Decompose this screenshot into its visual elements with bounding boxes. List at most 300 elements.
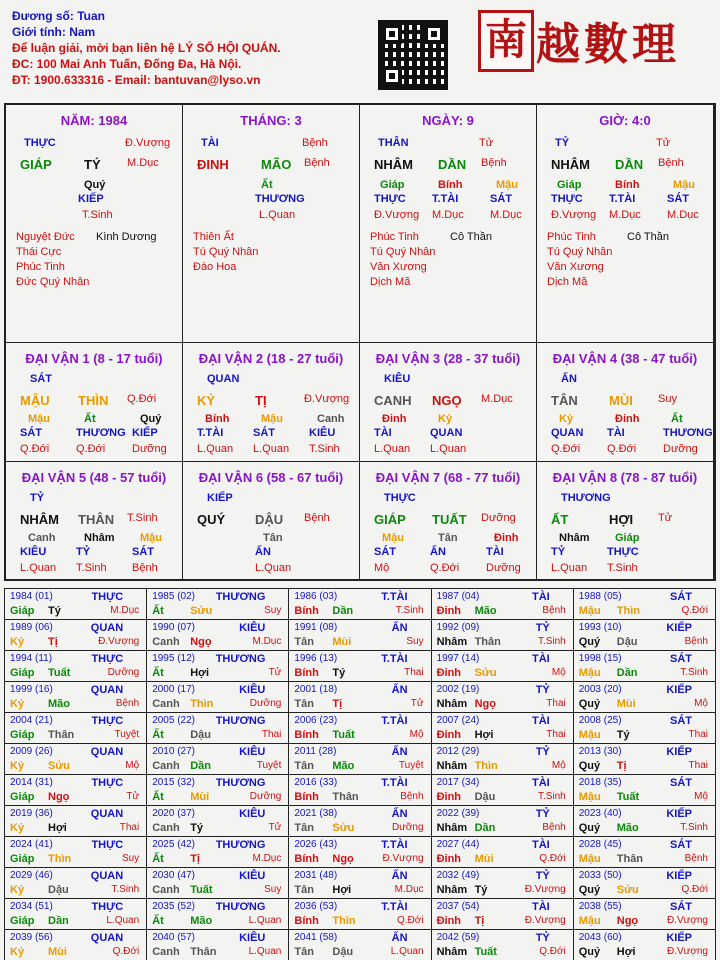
hidden-stem: Bính	[438, 179, 463, 191]
year-stem: Quý	[578, 884, 601, 896]
year-cell[interactable]	[5, 806, 147, 837]
year-branch: Tị	[190, 853, 200, 865]
year-label: 1985 (02)	[152, 591, 195, 602]
year-ten-god: THỰC	[91, 777, 124, 789]
year-stem: Đinh	[436, 605, 462, 617]
year-stem: Nhâm	[436, 884, 468, 896]
year-cell[interactable]	[289, 713, 431, 744]
year-stage: Mộ	[125, 760, 140, 771]
dai-van-stem-god: KIÊU	[384, 373, 411, 385]
hidden-stage: Bệnh	[132, 562, 158, 574]
year-branch: Tý	[474, 884, 488, 896]
year-cell[interactable]	[431, 744, 573, 775]
year-branch: Tý	[190, 822, 204, 834]
pillar-branch-stage: M.Dục	[127, 157, 159, 169]
address-line: ĐC: 100 Mai Anh Tuấn, Đống Đa, Hà Nội.	[12, 57, 242, 71]
hidden-stage: L.Quan	[253, 443, 290, 455]
year-stage: Suy	[406, 636, 424, 647]
dai-van-title: ĐẠI VẬN 7 (68 - 77 tuổi)	[375, 470, 521, 485]
year-stem: Mậu	[578, 729, 601, 741]
year-cell[interactable]	[431, 651, 573, 682]
hidden-god: SÁT	[374, 546, 396, 558]
hidden-stage: Dưỡng	[132, 443, 167, 455]
year-branch: Thìn	[332, 915, 356, 927]
hidden-stem: Canh	[317, 413, 345, 425]
other-star: Cô Thần	[627, 231, 669, 243]
year-ten-god: SÁT	[670, 777, 692, 789]
year-label: 1991 (08)	[294, 622, 338, 633]
dai-van-cell[interactable]	[537, 462, 714, 581]
hidden-stage: Dưỡng	[486, 562, 521, 574]
year-cell[interactable]	[431, 930, 573, 960]
year-branch: Tuất	[48, 667, 71, 679]
hidden-stem: Mậu	[28, 413, 50, 425]
year-stem: Nhâm	[436, 822, 468, 834]
dai-van-cell[interactable]	[183, 343, 360, 462]
year-stem: Tân	[294, 698, 314, 710]
year-cell[interactable]	[431, 775, 573, 806]
year-stem: Tân	[294, 760, 314, 772]
year-ten-god: SÁT	[670, 715, 692, 727]
year-label: 2003 (20)	[578, 684, 622, 695]
hidden-stage: T.Sinh	[309, 443, 340, 455]
year-label: 2035 (52)	[152, 901, 195, 912]
hidden-stem: Giáp	[380, 179, 405, 191]
hidden-god: QUAN	[430, 427, 463, 439]
hidden-god: T.TÀI	[197, 427, 224, 439]
year-cell[interactable]	[573, 899, 715, 930]
year-label: 2028 (45)	[578, 839, 622, 850]
hidden-stem: Nhâm	[559, 532, 590, 544]
year-label: 2008 (25)	[578, 715, 622, 726]
year-cell[interactable]	[5, 775, 147, 806]
year-ten-god: ẤN	[391, 932, 408, 944]
year-stage: Q.Đới	[397, 915, 424, 926]
dai-van-stem-god: THỰC	[384, 492, 416, 504]
year-cell[interactable]	[573, 744, 715, 775]
year-stage: Đ.Vượng	[382, 853, 424, 864]
year-cell[interactable]	[289, 651, 431, 682]
year-label: 2011 (28)	[294, 746, 337, 757]
year-label: 2025 (42)	[152, 839, 195, 850]
year-stage: Dưỡng	[249, 698, 282, 709]
dai-van-title: ĐẠI VẬN 6 (58 - 67 tuổi)	[198, 470, 344, 485]
year-branch: Mão	[190, 915, 213, 927]
year-row	[5, 775, 716, 806]
year-label: 2004 (21)	[10, 715, 53, 726]
year-cell[interactable]	[5, 930, 147, 960]
year-cell[interactable]	[5, 713, 147, 744]
year-stage: M.Dục	[252, 853, 282, 864]
year-row	[5, 899, 716, 930]
hidden-stage: Đ.Vượng	[374, 209, 420, 221]
year-stage: Dưỡng	[249, 791, 282, 802]
year-branch: Mùi	[474, 853, 494, 865]
year-branch: Dần	[474, 822, 496, 834]
year-cell[interactable]	[573, 713, 715, 744]
year-branch: Tuất	[332, 729, 355, 741]
qr-code-icon[interactable]	[378, 20, 448, 90]
year-cell[interactable]	[5, 744, 147, 775]
year-stem: Mậu	[578, 605, 601, 617]
year-branch: Ngọ	[48, 791, 70, 803]
year-stem: Quý	[578, 822, 601, 834]
hidden-god: TÀI	[607, 427, 625, 439]
hidden-god: TÀI	[374, 427, 392, 439]
year-cell[interactable]	[431, 589, 573, 620]
hidden-stage: M.Dục	[432, 209, 464, 221]
year-cell[interactable]	[289, 620, 431, 651]
dai-van-title: ĐẠI VẬN 4 (38 - 47 tuổi)	[552, 351, 698, 366]
auspicious-star: Đức Quý Nhân	[16, 276, 90, 288]
year-branch: Thìn	[616, 605, 640, 617]
year-ten-god: TÀI	[532, 839, 550, 851]
pillar-title: GIỜ: 4:0	[599, 113, 651, 128]
year-cell[interactable]	[431, 620, 573, 651]
year-branch: Tý	[616, 729, 630, 741]
hidden-stem: Giáp	[615, 532, 640, 544]
pillar-branch-stage: Bệnh	[481, 157, 507, 169]
year-row	[5, 868, 716, 899]
dai-van-title: ĐẠI VẬN 5 (48 - 57 tuổi)	[21, 470, 167, 485]
year-cell[interactable]	[147, 589, 289, 620]
dai-van-branch: TỊ	[255, 393, 267, 408]
year-cell[interactable]	[431, 837, 573, 868]
year-stage: Thai	[261, 729, 282, 740]
dai-van-stem-god: TỶ	[30, 492, 45, 504]
year-row	[5, 589, 716, 620]
year-cell[interactable]	[573, 930, 715, 960]
year-stem: Nhâm	[436, 946, 468, 958]
dai-van-branch: THÂN	[78, 512, 115, 527]
year-cell[interactable]	[147, 806, 289, 837]
year-branch: Mùi	[48, 946, 67, 958]
year-cell[interactable]	[147, 868, 289, 899]
contact-line: Để luận giải, mời bạn liên hệ LÝ SỐ HỘI QUÁN.	[12, 41, 281, 55]
year-cell[interactable]	[573, 620, 715, 651]
year-ten-god: THỰC	[91, 715, 124, 727]
year-ten-god: TỶ	[535, 808, 550, 820]
year-stage: Q.Đới	[539, 853, 566, 864]
year-stem: Giáp	[10, 605, 35, 617]
year-ten-god: THƯƠNG	[215, 901, 266, 913]
dai-van-cell[interactable]	[360, 462, 537, 581]
hidden-god: SÁT	[132, 546, 154, 558]
year-label: 2002 (19)	[436, 684, 480, 695]
year-stem: Ất	[152, 853, 164, 865]
year-cell[interactable]	[289, 682, 431, 713]
year-cell[interactable]	[573, 775, 715, 806]
year-stage: Bệnh	[684, 636, 708, 647]
hidden-stage: L.Quan	[197, 443, 234, 455]
year-label: 2016 (33)	[294, 777, 338, 788]
year-cell[interactable]	[5, 682, 147, 713]
year-cell[interactable]	[431, 806, 573, 837]
year-cell[interactable]	[289, 775, 431, 806]
auspicious-star: Phúc Tinh	[547, 231, 596, 243]
year-ten-god: TỶ	[535, 622, 550, 634]
year-label: 2015 (32)	[152, 777, 195, 788]
hidden-stem: Mậu	[261, 413, 283, 425]
year-label: 2036 (53)	[294, 901, 338, 912]
year-stem: Đinh	[436, 667, 462, 679]
hidden-stem: Nhâm	[84, 532, 115, 544]
year-row	[5, 620, 716, 651]
year-branch: Hợi	[616, 946, 636, 958]
year-label: 1996 (13)	[294, 653, 338, 664]
year-cell[interactable]	[289, 868, 431, 899]
year-ten-god: QUAN	[90, 870, 124, 882]
year-cell[interactable]	[147, 620, 289, 651]
year-row	[5, 806, 716, 837]
year-ten-god: QUAN	[90, 622, 124, 634]
auspicious-star: Phúc Tinh	[370, 231, 419, 243]
phone-email-line: ĐT: 1900.633316 - Email: bantuvan@lyso.vn	[12, 73, 261, 87]
year-branch: Sửu	[616, 884, 639, 896]
year-stage: Thai	[119, 822, 140, 833]
year-ten-god: QUAN	[90, 808, 124, 820]
hidden-stem: Bính	[205, 413, 230, 425]
year-row	[5, 651, 716, 682]
year-label: 2005 (22)	[152, 715, 195, 726]
year-stem: Kỷ	[10, 760, 25, 772]
hidden-stage: M.Dục	[609, 209, 641, 221]
year-cell[interactable]	[147, 744, 289, 775]
year-branch: Mão	[616, 822, 639, 834]
hidden-god: THƯƠNG	[255, 193, 305, 205]
auspicious-star: Thái Cực	[16, 246, 62, 258]
year-stage: Q.Đới	[681, 884, 708, 895]
year-branch: Mùi	[190, 791, 210, 803]
year-branch: Ngọ	[190, 636, 212, 648]
owner-name: Đương số: Tuan	[12, 9, 105, 23]
year-cell[interactable]	[289, 744, 431, 775]
year-cell[interactable]	[431, 682, 573, 713]
hidden-stem: Ất	[84, 413, 96, 425]
year-ten-god: T.TÀI	[381, 715, 408, 727]
year-cell[interactable]	[573, 589, 715, 620]
hidden-stage: L.Quan	[255, 562, 292, 574]
year-ten-god: TÀI	[532, 653, 550, 665]
year-cell[interactable]	[5, 620, 147, 651]
auspicious-star: Dịch Mã	[370, 276, 411, 288]
year-ten-god: KIẾP	[666, 622, 692, 634]
year-cell[interactable]	[289, 806, 431, 837]
year-cell[interactable]	[147, 682, 289, 713]
hidden-god: T.TÀI	[609, 193, 636, 205]
year-stem: Tân	[294, 822, 314, 834]
hidden-stage: L.Quan	[551, 562, 588, 574]
auspicious-star: Nguyệt Đức	[16, 231, 75, 243]
year-ten-god: ẤN	[391, 684, 408, 696]
hidden-stage: T.Sinh	[76, 562, 107, 574]
year-cell[interactable]	[147, 837, 289, 868]
hidden-stage: T.Sinh	[607, 562, 638, 574]
dai-van-stem-god: QUAN	[207, 373, 240, 385]
auspicious-star: Dịch Mã	[547, 276, 588, 288]
year-stage: M.Dục	[252, 636, 282, 647]
year-cell[interactable]	[289, 589, 431, 620]
dai-van-cell[interactable]	[183, 462, 360, 581]
year-stage: Bệnh	[400, 791, 424, 802]
year-row	[5, 930, 716, 960]
hidden-stem: Quý	[84, 179, 106, 191]
year-stage: Mộ	[694, 791, 708, 802]
year-cell[interactable]	[573, 837, 715, 868]
year-ten-god: THƯƠNG	[215, 839, 266, 851]
year-cell[interactable]	[5, 868, 147, 899]
year-ten-god: THƯƠNG	[215, 591, 266, 603]
hidden-stem: Kỷ	[438, 413, 453, 425]
hidden-god: KIÊU	[20, 546, 47, 558]
pillar-title: THÁNG: 3	[240, 113, 302, 128]
year-stage: Thai	[546, 698, 566, 709]
year-branch: Dần	[48, 915, 69, 927]
hidden-stage: L.Quan	[259, 209, 296, 221]
year-cell[interactable]	[431, 868, 573, 899]
year-cell[interactable]	[147, 651, 289, 682]
year-stage: Bệnh	[115, 698, 140, 709]
year-branch: Hợi	[48, 822, 67, 834]
year-ten-god: THỰC	[91, 653, 124, 665]
year-stage: Bệnh	[684, 853, 708, 864]
year-ten-god: SÁT	[670, 653, 692, 665]
dai-van-cell[interactable]	[6, 343, 183, 462]
year-branch: Sửu	[474, 667, 497, 679]
year-branch: Thìn	[48, 853, 72, 865]
dai-van-stage: Tử	[658, 512, 673, 524]
year-label: 1988 (05)	[578, 591, 622, 602]
dai-van-cell[interactable]	[360, 343, 537, 462]
year-label: 1992 (09)	[436, 622, 480, 633]
pillar-cell	[6, 105, 183, 343]
year-stem: Tân	[294, 884, 314, 896]
year-cell[interactable]	[573, 868, 715, 899]
pillar-stem-god: TỶ	[555, 137, 570, 149]
dai-van-stage: M.Dục	[481, 393, 513, 405]
year-cell[interactable]	[147, 713, 289, 744]
hidden-stem: Mậu	[382, 532, 404, 544]
auspicious-star: Đào Hoa	[193, 261, 237, 273]
hidden-stem: Mậu	[673, 179, 695, 191]
dai-van-branch: THÌN	[78, 393, 109, 408]
hidden-god: KIẾP	[78, 193, 104, 205]
year-stem: Canh	[152, 884, 180, 896]
year-branch: Dần	[616, 667, 638, 679]
year-stem: Mậu	[578, 791, 601, 803]
dai-van-cell[interactable]	[537, 343, 714, 462]
dai-van-stem-god: THƯƠNG	[561, 492, 611, 504]
dai-van-cell[interactable]	[6, 462, 183, 581]
year-cell[interactable]	[573, 682, 715, 713]
hidden-god: KIÊU	[309, 427, 336, 439]
year-label: 2020 (37)	[152, 808, 195, 819]
hidden-stage: Dưỡng	[663, 443, 698, 455]
year-cell[interactable]	[431, 899, 573, 930]
year-ten-god: T.TÀI	[381, 839, 408, 851]
year-label: 2018 (35)	[578, 777, 622, 788]
year-branch: Tị	[474, 915, 485, 927]
hidden-stage: Đ.Vượng	[551, 209, 597, 221]
year-cell[interactable]	[289, 899, 431, 930]
dai-van-title: ĐẠI VẬN 2 (18 - 27 tuổi)	[198, 351, 344, 366]
year-branch: Ngọ	[616, 915, 639, 927]
year-stage: Q.Đới	[112, 946, 140, 957]
year-stem: Kỷ	[10, 636, 25, 648]
year-branch: Dậu	[332, 946, 354, 958]
year-label: 2010 (27)	[152, 746, 195, 757]
year-branch: Mùi	[616, 698, 636, 710]
dai-van-stem: ẤT	[551, 512, 569, 527]
hidden-god: ẤN	[430, 546, 446, 558]
dai-van-stem: TÂN	[551, 393, 578, 408]
year-branch: Mùi	[332, 636, 352, 648]
hidden-stem: Giáp	[557, 179, 582, 191]
year-stem: Quý	[578, 698, 601, 710]
year-branch: Tý	[48, 605, 61, 617]
year-cell[interactable]	[5, 651, 147, 682]
year-label: 2014 (31)	[10, 777, 53, 788]
year-stem: Giáp	[10, 853, 35, 865]
year-label: 2032 (49)	[436, 870, 480, 881]
hidden-stem: Đinh	[615, 413, 640, 425]
year-stem: Bính	[294, 791, 319, 803]
pillar-stage: Tử	[656, 137, 671, 149]
dai-van-stem-god: ẤN	[561, 373, 577, 385]
year-cell[interactable]	[289, 930, 431, 960]
year-stage: Mộ	[551, 760, 566, 771]
dai-van-stem: KỶ	[197, 393, 216, 408]
year-stage: Mộ	[694, 698, 708, 709]
year-branch: Mão	[474, 605, 497, 617]
year-cell[interactable]	[5, 589, 147, 620]
hidden-stage: Q.Đới	[607, 443, 637, 455]
year-cell[interactable]	[147, 930, 289, 960]
hidden-stem: Đinh	[494, 532, 519, 544]
year-label: 2006 (23)	[294, 715, 338, 726]
hidden-god: TỶ	[551, 546, 566, 558]
hidden-god: THỰC	[607, 546, 639, 558]
year-stem: Mậu	[578, 853, 601, 865]
year-label: 2040 (57)	[152, 932, 195, 943]
auspicious-star: Tú Quý Nhân	[193, 246, 259, 258]
year-label: 2021 (38)	[294, 808, 338, 819]
year-label: 2039 (56)	[10, 932, 53, 943]
annual-luck-table	[4, 588, 716, 960]
year-ten-god: KIẾP	[666, 808, 692, 820]
year-label: 1986 (03)	[294, 591, 338, 602]
year-stage: Đ.Vượng	[524, 884, 566, 895]
year-cell[interactable]	[147, 899, 289, 930]
pillar-stem-god: THỰC	[24, 137, 56, 149]
year-cell[interactable]	[431, 713, 573, 744]
year-branch: Hợi	[190, 667, 210, 679]
year-cell[interactable]	[289, 837, 431, 868]
year-cell[interactable]	[5, 837, 147, 868]
year-stage: Suy	[264, 605, 282, 616]
year-cell[interactable]	[5, 899, 147, 930]
pillar-stem-god: TÀI	[201, 137, 219, 149]
year-cell[interactable]	[147, 775, 289, 806]
year-stem: Đinh	[436, 791, 462, 803]
year-ten-god: T.TÀI	[381, 591, 408, 603]
year-stage: T.Sinh	[680, 667, 708, 678]
year-branch: Dần	[332, 605, 354, 617]
year-branch: Dậu	[474, 791, 496, 803]
year-cell[interactable]	[573, 651, 715, 682]
year-stage: L.Quan	[248, 946, 282, 957]
year-cell[interactable]	[573, 806, 715, 837]
